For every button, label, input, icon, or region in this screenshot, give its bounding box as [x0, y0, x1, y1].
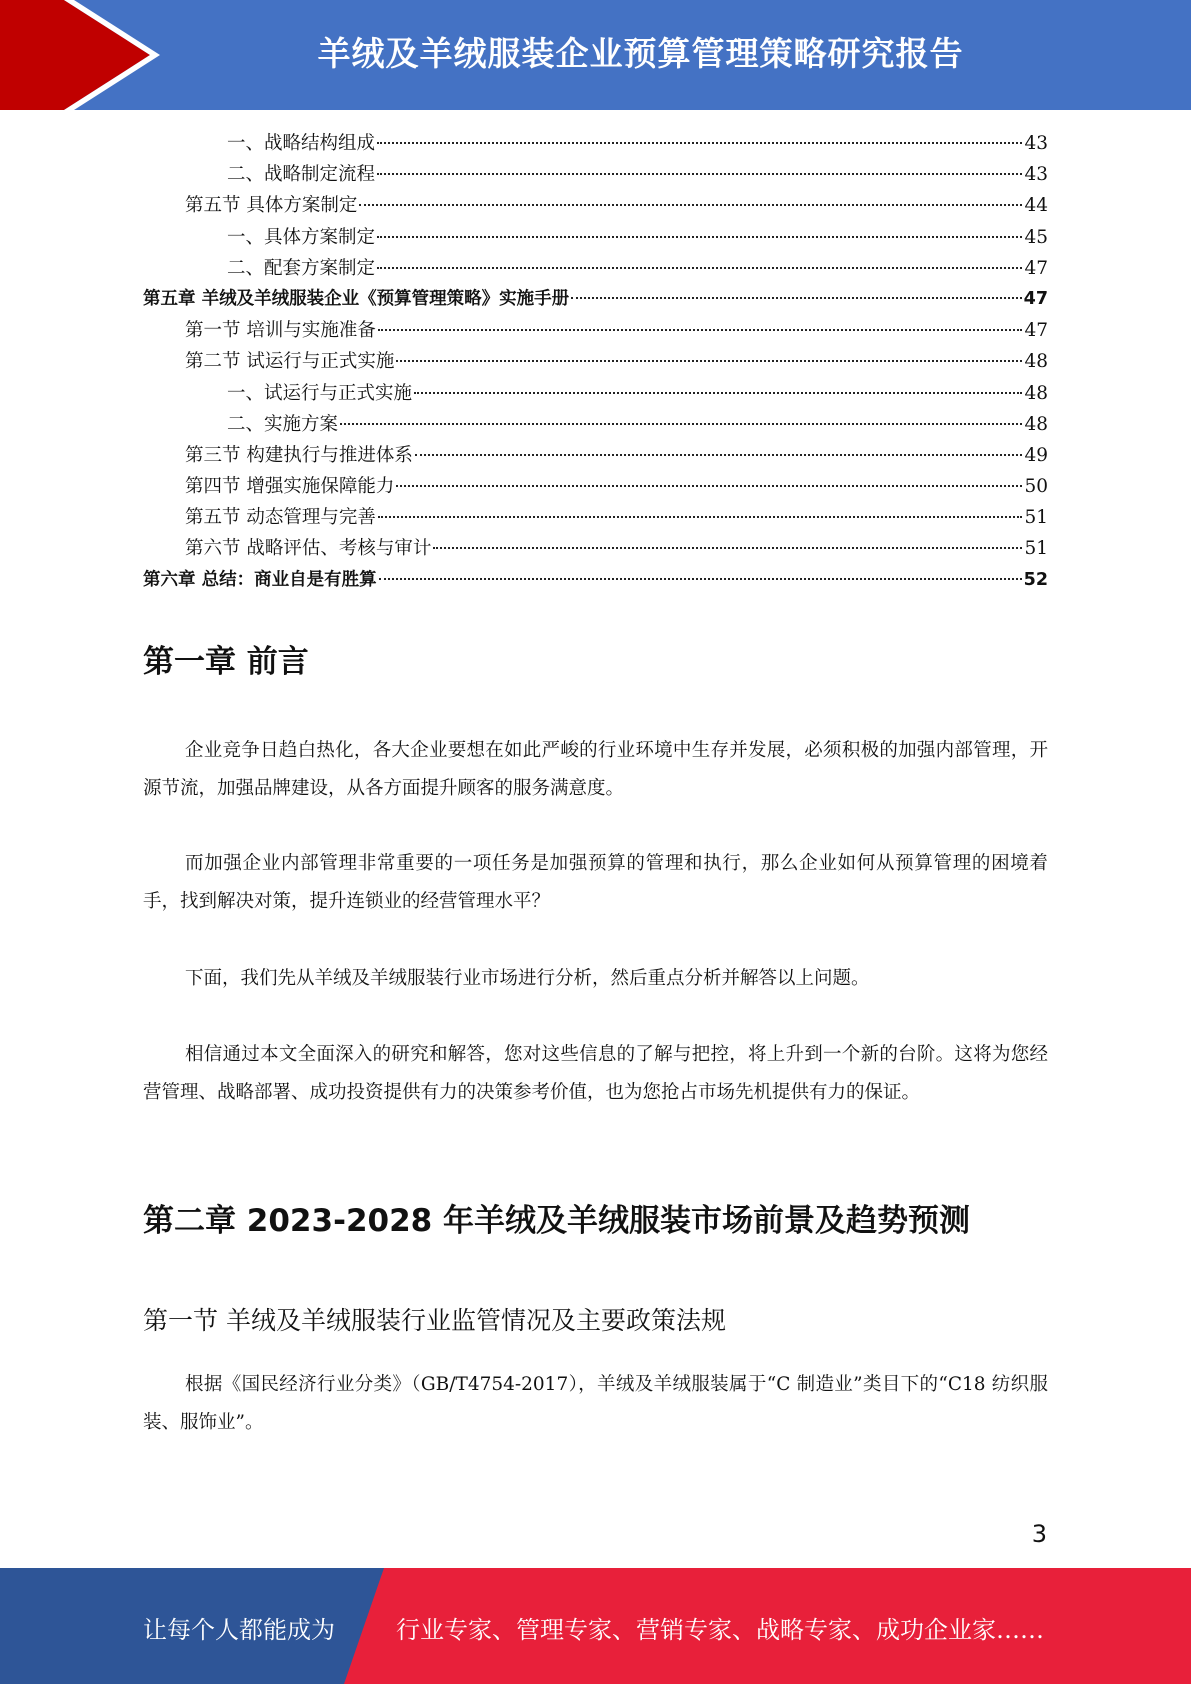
toc-entry[interactable]	[143, 409, 1048, 440]
page-number: 3	[1031, 1520, 1047, 1548]
toc-entry[interactable]	[143, 222, 1048, 253]
toc-entry-page: 51	[1024, 507, 1048, 529]
toc-leader-dots	[396, 360, 1022, 362]
section-1-paragraph: 根据《国民经济行业分类》（GB/T4754-2017），羊绒及羊绒服装属于“C 制造业”类目下的“C18 纺织服装、服饰业”。	[143, 1374, 1048, 1433]
toc-entry-title: 一、具体方案制定	[227, 226, 376, 248]
toc-entry-title: 二、配套方案制定	[227, 257, 376, 279]
toc-leader-dots	[377, 142, 1022, 144]
toc-entry[interactable]	[143, 284, 1048, 315]
toc-entry-page: 44	[1024, 195, 1048, 217]
toc-leader-dots	[415, 454, 1023, 456]
toc-entry-page: 43	[1024, 133, 1048, 154]
chapter-2-title: 第二章 2023-2028 年羊绒及羊绒服装市场前景及趋势预测	[143, 1203, 971, 1239]
toc-entry-page: 50	[1024, 476, 1048, 498]
toc-entry-page: 48	[1024, 413, 1048, 435]
section-1-title: 第一节 羊绒及羊绒服装行业监管情况及主要政策法规	[143, 1306, 726, 1335]
toc-entry-title: 第五章 羊绒及羊绒服装企业《预算管理策略》实施手册	[143, 288, 570, 309]
toc-entry-page: 45	[1024, 226, 1048, 248]
chapter-1-title: 第一章 前言	[143, 644, 309, 680]
toc-entry-title: 第五节 具体方案制定	[185, 195, 358, 217]
header-title: 羊绒及羊绒服装企业预算管理策略研究报告	[317, 34, 964, 73]
toc-entry-title: 第二节 试运行与正式实施	[185, 351, 395, 373]
chapter-1-paragraph-1: 企业竞争日趋白热化，各大企业要想在如此严峻的行业环境中生存并发展，必须积极的加强内部管理，开源节流，加强品牌建设，从各方面提升顾客的服务满意度。	[143, 740, 1048, 799]
toc-leader-dots	[571, 297, 1022, 299]
toc-entry-title: 一、战略结构组成	[227, 133, 376, 154]
toc-entry-page: 48	[1024, 351, 1048, 373]
toc-leader-dots	[340, 423, 1022, 425]
toc-entry-page: 47	[1024, 320, 1048, 342]
toc-entry-page: 47	[1024, 257, 1048, 279]
chapter-1-paragraph-3: 下面，我们先从羊绒及羊绒服装行业市场进行分析，然后重点分析并解答以上问题。	[185, 968, 870, 989]
toc-entry[interactable]	[143, 565, 1048, 596]
toc-entry-page: 49	[1024, 444, 1048, 466]
toc-leader-dots	[359, 204, 1022, 206]
toc-leader-dots	[396, 485, 1022, 487]
toc-leader-dots	[433, 547, 1022, 549]
toc-entry-title: 第六章 总结：商业自是有胜算	[143, 569, 377, 590]
toc-entry-title: 第五节 动态管理与完善	[185, 507, 376, 529]
chapter-1-paragraph-4: 相信通过本文全面深入的研究和解答，您对这些信息的了解与把控，将上升到一个新的台阶。这将为您经营管理、战略部署、成功投资提供有力的决策参考价值，也为您抢占市场先机提供有力的保证。	[143, 1044, 1048, 1103]
toc-leader-dots	[414, 392, 1022, 394]
chapter-1-paragraph-2: 而加强企业内部管理非常重要的一项任务是加强预算的管理和执行，那么企业如何从预算管理的困境着手，找到解决对策，提升连锁业的经营管理水平？	[143, 853, 1048, 912]
toc-leader-dots	[377, 267, 1022, 269]
toc-entry[interactable]	[143, 253, 1048, 284]
toc-leader-dots	[377, 173, 1022, 175]
toc-entry-title: 第六节 战略评估、考核与审计	[185, 538, 432, 560]
toc-entry-title: 第三节 构建执行与推进体系	[185, 444, 413, 466]
toc-leader-dots	[378, 516, 1023, 518]
toc-entry-page: 52	[1023, 569, 1048, 590]
toc-entry[interactable]	[143, 471, 1048, 502]
footer-slogan-right: 行业专家、管理专家、营销专家、战略专家、成功企业家……	[396, 1616, 1044, 1644]
toc-leader-dots	[378, 329, 1023, 331]
toc-entry-page: 51	[1024, 538, 1048, 560]
toc-entry-title: 第四节 增强实施保障能力	[185, 476, 395, 498]
toc-entry[interactable]	[143, 128, 1048, 159]
toc-leader-dots	[377, 236, 1022, 238]
toc-entry[interactable]	[143, 502, 1048, 533]
toc-entry-title: 二、实施方案	[227, 413, 339, 435]
toc-entry-title: 二、战略制定流程	[227, 164, 376, 186]
toc-entry-title: 一、试运行与正式实施	[227, 382, 413, 404]
page-header	[0, 0, 1191, 110]
toc-entry[interactable]	[143, 440, 1048, 471]
toc-entry[interactable]	[143, 533, 1048, 564]
toc-leader-dots	[379, 578, 1022, 580]
page-footer	[0, 1568, 1191, 1684]
toc-entry[interactable]	[143, 159, 1048, 190]
toc-entry-page: 43	[1024, 164, 1048, 186]
toc-entry[interactable]	[143, 190, 1048, 221]
toc-entry[interactable]	[143, 378, 1048, 409]
table-of-contents	[143, 128, 1048, 596]
toc-entry-page: 47	[1023, 288, 1048, 309]
toc-entry[interactable]	[143, 315, 1048, 346]
toc-entry-page: 48	[1024, 382, 1048, 404]
toc-entry[interactable]	[143, 346, 1048, 377]
footer-slogan-left: 让每个人都能成为	[143, 1616, 335, 1644]
toc-entry-title: 第一节 培训与实施准备	[185, 320, 376, 342]
